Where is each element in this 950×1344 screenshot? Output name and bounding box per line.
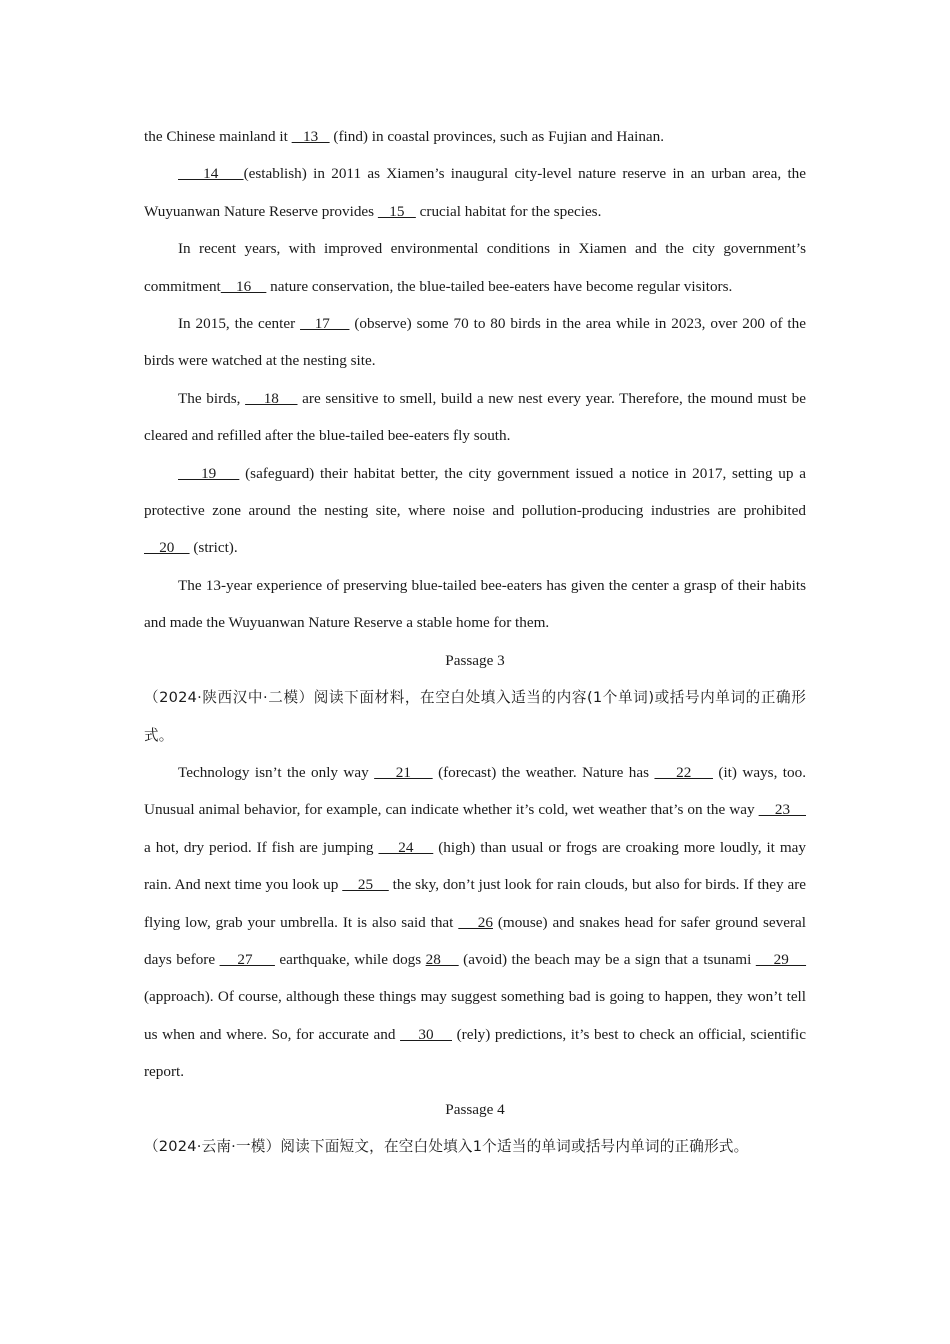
text: (forecast) the weather. Nature has [432, 763, 655, 781]
blank-17[interactable]: 17 [300, 315, 350, 333]
blank-29[interactable]: 29 [755, 950, 807, 968]
blank-13[interactable]: 13 [291, 128, 330, 145]
paragraph-p2-0 [144, 118, 806, 155]
blank-22[interactable]: 22 [654, 763, 713, 781]
blank-19[interactable]: 19 [178, 464, 240, 482]
document-content [144, 118, 806, 1165]
text: In 2015, the center [178, 315, 301, 333]
text: The 13-year experience of preserving blue-tailed bee-eaters has given the center a grasp of their habits and made the Wuyuanwan Nature Reserve a stable home for them. [144, 576, 806, 632]
text: The birds, [178, 389, 246, 407]
text: nature conservation, the blue-tailed bee-eaters have become regular visitors. [266, 277, 733, 295]
text: (strict). [189, 539, 238, 557]
paragraph-p3-1 [144, 754, 806, 1091]
paragraph-p2-1 [144, 155, 806, 230]
text: (rely) predictions, it’s best to check an official, scientific report. [144, 1025, 806, 1081]
blank-26[interactable]: 26 [458, 913, 493, 931]
blank-15[interactable]: 15 [377, 202, 416, 220]
text: are sensitive to smell, build a new nest every year. Therefore, the mound must be cleared and refilled after the blue-tailed bee-eaters fly south. [144, 389, 807, 445]
text: a hot, dry period. If fish are jumping [144, 838, 379, 856]
blank-16[interactable]: 16 [220, 277, 267, 295]
text: (establish) in 2011 as Xiamen’s inaugural city-level nature reserve in an urban area, the Wuyuanwan Nature Reserve provides [144, 165, 807, 220]
paragraph-p2-2 [144, 230, 806, 305]
paragraph-p2-6 [144, 567, 806, 642]
blank-18[interactable]: 18 [245, 389, 298, 407]
text: earthquake, while dogs [274, 950, 426, 968]
text: crucial habitat for the species. [415, 202, 602, 220]
text: (mouse) and snakes head for safer ground several days before [144, 913, 807, 968]
text: (find) in coastal provinces, such as Fujian and Hainan. [329, 128, 665, 145]
blank-30[interactable]: 30 [400, 1025, 452, 1043]
text: (avoid) the beach may be a sign that a tsunami [458, 950, 756, 968]
text: (it) ways, too. Unusual animal behavior, for example, can indicate whether it’s cold, wet weather that’s on the way [144, 763, 806, 819]
paragraph-p2-4 [144, 380, 806, 455]
blank-20[interactable]: 20 [144, 539, 190, 557]
text: the sky, don’t just look for rain clouds, but also for birds. If they are flying low, grab your umbrella. It is also said that [144, 876, 807, 931]
text: In recent years, with improved environmental conditions in Xiamen and the city government’s commitment [144, 240, 806, 295]
passage-3-instruction: （2024·陕西汉中·二模）阅读下面材料，在空白处填入适当的内容(1个单词)或括号内单词的正确形式。 [144, 689, 806, 744]
paragraph-p2-3 [144, 305, 806, 380]
blank-27[interactable]: 27 [219, 950, 275, 968]
text: (high) than usual or frogs are croaking more loudly, it may rain. And next time you look up [144, 838, 807, 894]
paragraph-p2-5 [144, 455, 806, 567]
text: (approach). Of course, although these things may suggest something bad is going to happen, they won’t tell us when and where. So, for accurate and [144, 988, 806, 1043]
text: (observe) some 70 to 80 birds in the area while in 2023, over 200 of the birds were watched at the nesting site. [144, 315, 806, 370]
blank-23[interactable]: 23 [758, 801, 806, 819]
text: Technology isn’t the only way [178, 763, 375, 781]
text: the Chinese mainland it [144, 128, 292, 145]
passage-3-heading: Passage 3 [445, 651, 505, 669]
passage-4-heading: Passage 4 [445, 1100, 505, 1118]
blank-28[interactable]: 28 [425, 950, 459, 968]
blank-25[interactable]: 25 [342, 876, 389, 894]
passage-4-instruction: （2024·云南·一模）阅读下面短文，在空白处填入1个适当的单词或括号内单词的正确形式。 [144, 1137, 749, 1155]
blank-24[interactable]: 24 [378, 838, 434, 856]
blank-14[interactable]: 14 [178, 165, 244, 183]
text: (safeguard) their habitat better, the city government issued a notice in 2017, setting up a protective zone around the nesting site, where noise and pollution-producing industries are prohibited [144, 464, 806, 520]
blank-21[interactable]: 21 [374, 763, 433, 781]
